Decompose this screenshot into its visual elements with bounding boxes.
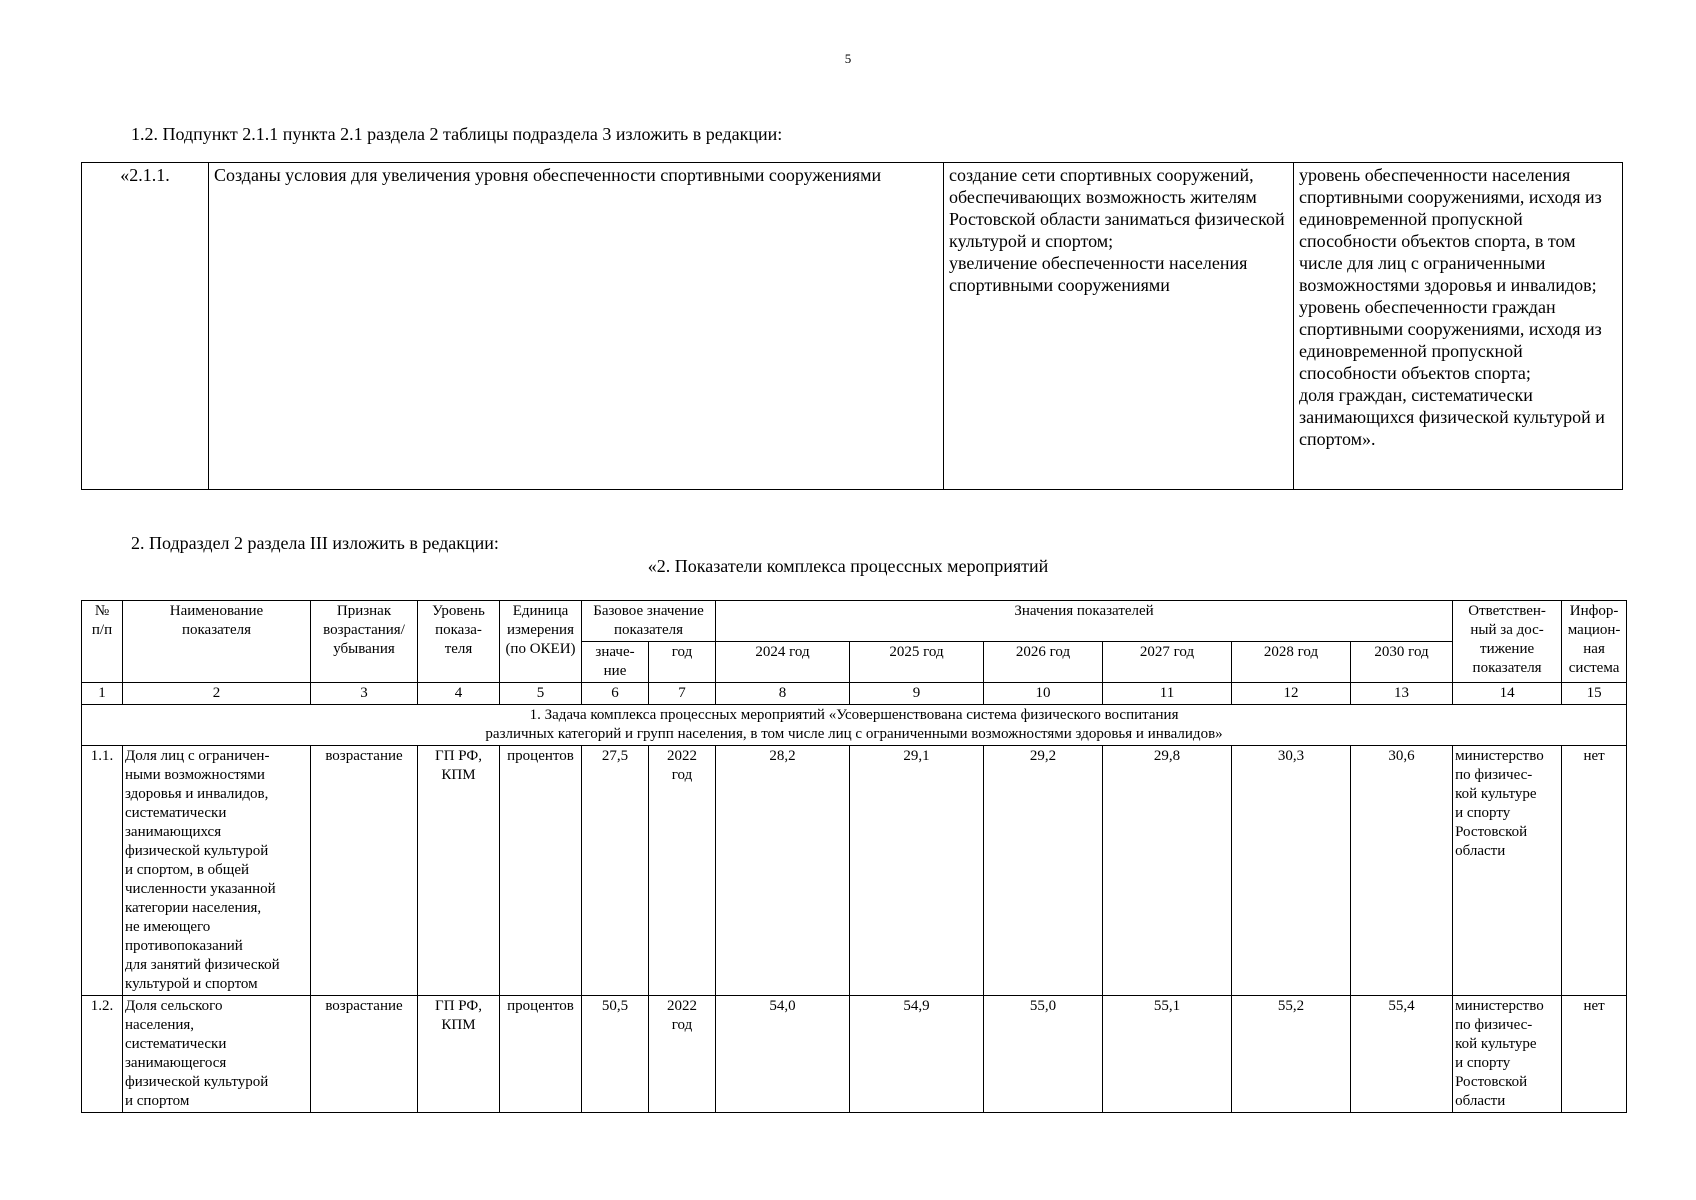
- header-info: Инфор- мацион- ная система: [1562, 601, 1627, 683]
- row-value-2028: 55,2: [1232, 996, 1351, 1113]
- page-number: 5: [844, 51, 852, 66]
- row-value-2025: 54,9: [850, 996, 984, 1113]
- header-year-2024: 2024 год: [716, 642, 850, 683]
- col-number: 4: [418, 683, 500, 705]
- col-number: 1: [82, 683, 123, 705]
- row-base-year: 2022 год: [649, 996, 716, 1113]
- header-row-1: [82, 601, 1627, 642]
- row-info: нет: [1562, 746, 1627, 996]
- row-sign: возрастание: [311, 996, 418, 1113]
- row-info: нет: [1562, 996, 1627, 1113]
- row-level: ГП РФ, КПМ: [418, 746, 500, 996]
- row-value-2027: 29,8: [1103, 746, 1232, 996]
- col-number: 10: [984, 683, 1103, 705]
- row-name: Доля лиц с ограничен- ными возможностями здоровья и инвалидов, систематически занимающихся физической культурой и спортом, в общей численности указанной категории населения, не имеющего противопоказаний для занятий физической культурой и спортом: [123, 746, 311, 996]
- col-number: 14: [1453, 683, 1562, 705]
- col-number: 13: [1351, 683, 1453, 705]
- col-number: 8: [716, 683, 850, 705]
- row-unit: процентов: [500, 746, 582, 996]
- row-num: 1.1.: [82, 746, 123, 996]
- col-number: 3: [311, 683, 418, 705]
- row-num: 1.2.: [82, 996, 123, 1113]
- row-value-2024: 54,0: [716, 996, 850, 1113]
- row-unit: процентов: [500, 996, 582, 1113]
- col-number: 11: [1103, 683, 1232, 705]
- col-number: 9: [850, 683, 984, 705]
- row-name: Доля сельского населения, систематически занимающегося физической культурой и спортом: [123, 996, 311, 1113]
- table-row: [82, 996, 1627, 1113]
- task-row: [82, 705, 1627, 746]
- goal-title: Созданы условия для увеличения уровня обеспеченности спортивными сооружениями: [209, 163, 944, 490]
- row-base-value: 27,5: [582, 746, 649, 996]
- paragraph-2: 2. Подраздел 2 раздела III изложить в редакции:: [131, 533, 499, 553]
- row-value-2030: 30,6: [1351, 746, 1453, 996]
- header-year-2027: 2027 год: [1103, 642, 1232, 683]
- table-row: [82, 163, 1623, 490]
- indicators-table: [81, 600, 1627, 1113]
- row-sign: возрастание: [311, 746, 418, 996]
- row-level: ГП РФ, КПМ: [418, 996, 500, 1113]
- row-base-value: 50,5: [582, 996, 649, 1113]
- col-number: 6: [582, 683, 649, 705]
- header-unit: Единица измерения (по ОКЕИ): [500, 601, 582, 683]
- row-value-2026: 55,0: [984, 996, 1103, 1113]
- header-base-value: значе- ние: [582, 642, 649, 683]
- row-value-2025: 29,1: [850, 746, 984, 996]
- row-base-year: 2022 год: [649, 746, 716, 996]
- row-value-2024: 28,2: [716, 746, 850, 996]
- row-value-2028: 30,3: [1232, 746, 1351, 996]
- row-value-2030: 55,4: [1351, 996, 1453, 1113]
- goal-tasks: создание сети спортивных сооружений, обеспечивающих возможность жителям Ростовской области заниматься физической культурой и спортом; увеличение обеспеченности населения спортивными сооружениями: [944, 163, 1294, 490]
- col-number: 5: [500, 683, 582, 705]
- goal-number: «2.1.1.: [82, 163, 209, 490]
- col-number: 15: [1562, 683, 1627, 705]
- header-base-year: год: [649, 642, 716, 683]
- col-number: 7: [649, 683, 716, 705]
- row-value-2027: 55,1: [1103, 996, 1232, 1113]
- header-responsible: Ответствен- ный за дос- тижение показателя: [1453, 601, 1562, 683]
- header-name: Наименование показателя: [123, 601, 311, 683]
- col-number: 12: [1232, 683, 1351, 705]
- header-base: Базовое значение показателя: [582, 601, 716, 642]
- task-title: 1. Задача комплекса процессных мероприятий «Усовершенствована система физического воспитания различных категорий и групп населения, в том числе лиц с ограниченными возможностями здоровья и инвалидов»: [82, 705, 1627, 746]
- row-value-2026: 29,2: [984, 746, 1103, 996]
- goal-indicators: уровень обеспеченности населения спортивными сооружениями, исходя из единовременной пропускной способности объектов спорта, в том числе для лиц с ограниченными возможностями здоровья и инвалидов; уровень обеспеченности граждан спортивными сооружениями, исходя из единовременной пропускной способности объектов спорта; доля граждан, систематически занимающихся физической культурой и спортом».: [1294, 163, 1623, 490]
- table-goal-2-1-1: [81, 162, 1623, 490]
- header-sign: Признак возрастания/ убывания: [311, 601, 418, 683]
- table-row: [82, 746, 1627, 996]
- col-number: 2: [123, 683, 311, 705]
- row-responsible: министерство по физичес- кой культуре и спорту Ростовской области: [1453, 996, 1562, 1113]
- header-year-2030: 2030 год: [1351, 642, 1453, 683]
- row-responsible: министерство по физичес- кой культуре и спорту Ростовской области: [1453, 746, 1562, 996]
- header-level: Уровень показа- теля: [418, 601, 500, 683]
- header-year-2026: 2026 год: [984, 642, 1103, 683]
- header-year-2028: 2028 год: [1232, 642, 1351, 683]
- header-values: Значения показателей: [716, 601, 1453, 642]
- header-year-2025: 2025 год: [850, 642, 984, 683]
- column-numbers-row: [82, 683, 1627, 705]
- table-2-title: «2. Показатели комплекса процессных мероприятий: [647, 556, 1049, 576]
- header-num: № п/п: [82, 601, 123, 683]
- paragraph-1-2: 1.2. Подпункт 2.1.1 пункта 2.1 раздела 2 таблицы подраздела 3 изложить в редакции:: [131, 124, 783, 144]
